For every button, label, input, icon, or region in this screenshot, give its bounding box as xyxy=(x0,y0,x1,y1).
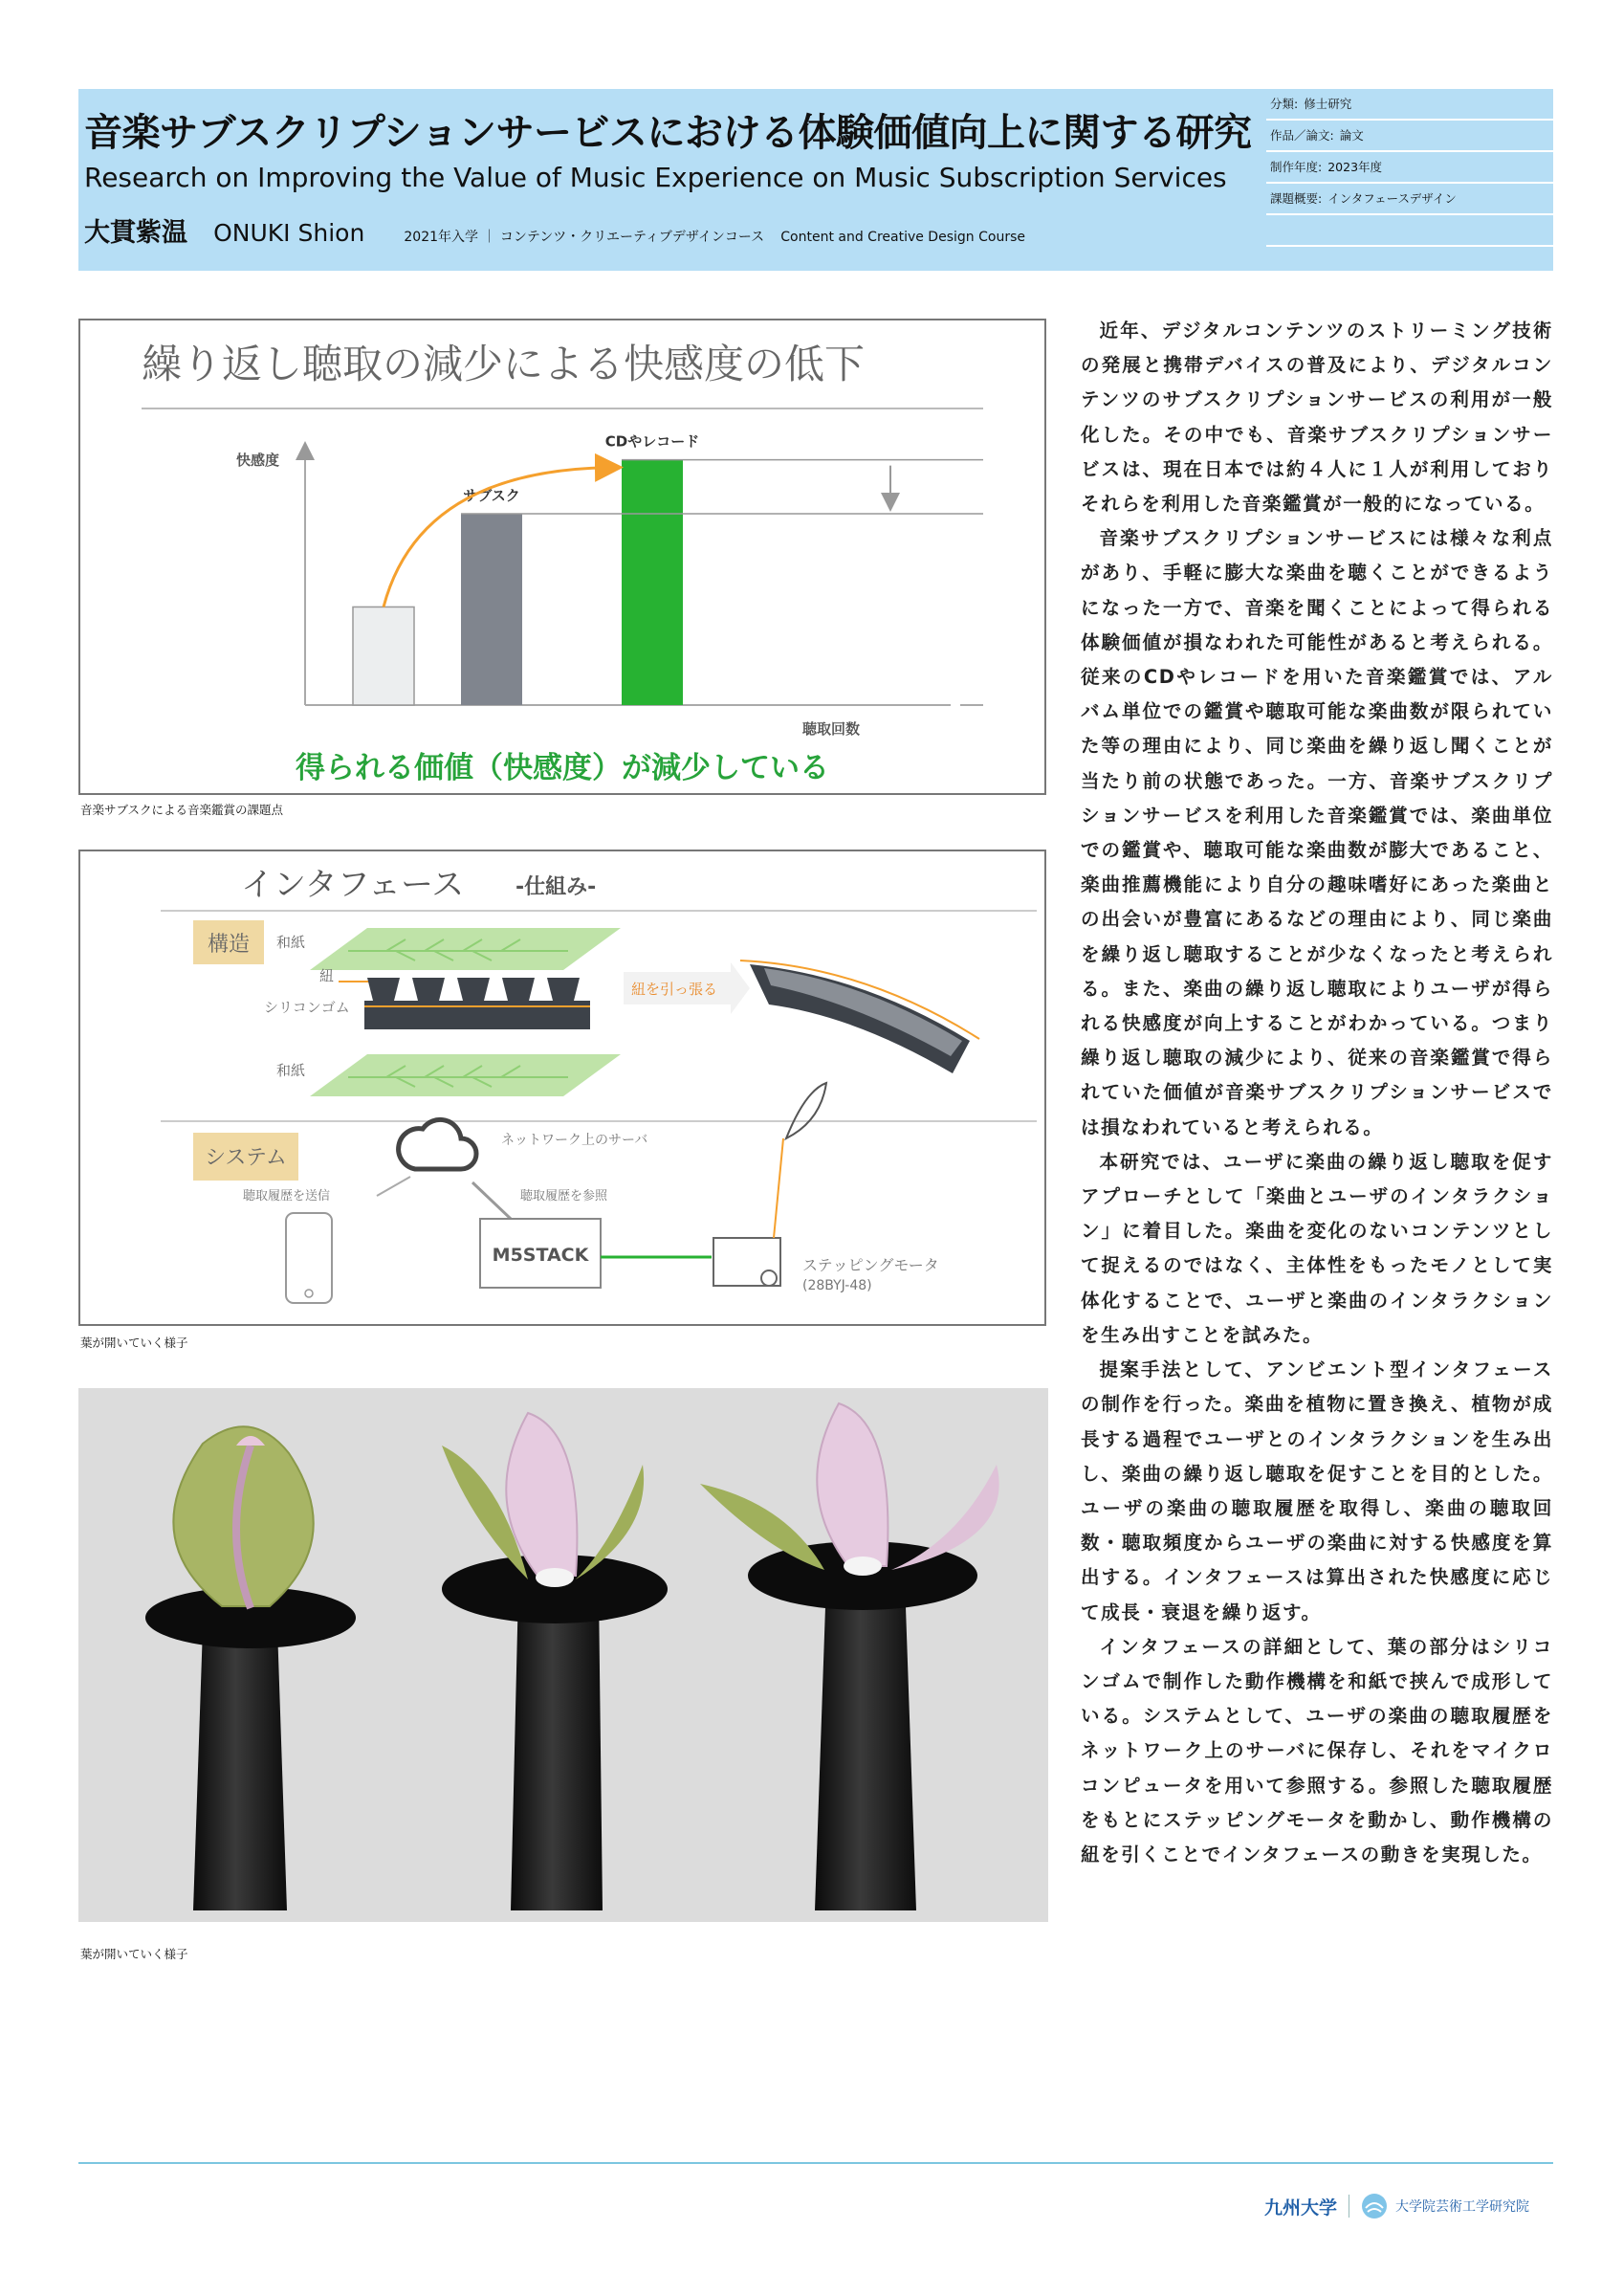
send-history-label: 聴取履歴を送信 xyxy=(243,1189,331,1203)
figure-diagram-box xyxy=(78,850,1046,1326)
meta-label: 制作年度: xyxy=(1270,160,1323,174)
title-japanese: 音楽サブスクリプションサービスにおける体験価値向上に関する研究 xyxy=(84,111,1252,155)
chart-bar-label: CDやレコード xyxy=(604,432,700,451)
motor-icon xyxy=(713,1238,780,1286)
motor-model: (28BYJ-48) xyxy=(802,1278,872,1293)
silicone-teeth xyxy=(367,978,580,1001)
enrollment-year: 2021年入学 ｜ xyxy=(404,230,500,245)
meta-row-summary xyxy=(1266,184,1553,215)
chart-bar xyxy=(461,514,522,705)
leaf-icon xyxy=(786,1083,826,1138)
body-paragraph: 提案手法として、アンビエント型インタフェースの制作を行った。楽曲を植物に置き換え、植物が成長する過程でユーザとのインタラクションを生み出し、楽曲の繰り返し聴取を促すことを目的とした。ユーザの楽曲の聴取履歴を取得し、楽曲の聴取回数・聴取頻度からユーザの楽曲に対する快感度を算出する。インタフェースは算出された快感度に応じて成長・衰退を繰り返す。 xyxy=(1081,1358,1553,1623)
interface-diagram xyxy=(80,851,1044,1324)
school-name: 大学院芸術工学研究院 xyxy=(1395,2199,1530,2215)
m5stack-label: M5STACK xyxy=(492,1245,589,1266)
title-english: Research on Improving the Value of Music Experience on Music Subscription Services xyxy=(84,162,1227,193)
author-row xyxy=(84,211,1025,249)
meta-label: 分類: xyxy=(1270,97,1299,111)
diagram-title: インタフェース xyxy=(241,866,465,904)
motor-string xyxy=(774,1138,783,1238)
chart-bar xyxy=(622,460,683,705)
prototype-opening xyxy=(442,1413,668,1910)
meta-table xyxy=(1266,89,1553,271)
motor-label: ステッピングモータ xyxy=(802,1256,939,1274)
y-axis-label: 快感度 xyxy=(236,452,280,469)
course-name-jp: コンテンツ・クリエーティブデザインコース xyxy=(499,230,765,245)
pull-arrow-head xyxy=(731,962,750,1014)
string-label: 紐 xyxy=(319,967,335,984)
meta-row-blank xyxy=(1266,215,1553,247)
meta-value: 修士研究 xyxy=(1304,97,1352,111)
prototype-open xyxy=(700,1403,999,1910)
chart-footer: 得られる価値（快感度）が減少している xyxy=(296,751,829,785)
structure-label: 構造 xyxy=(207,933,251,957)
chart-bar-label: サブスク xyxy=(463,487,520,505)
meta-label: 課題概要: xyxy=(1270,191,1323,206)
body-text xyxy=(1081,314,1553,1872)
refer-history-label: 聴取履歴を参照 xyxy=(520,1189,608,1203)
pull-label: 紐を引っ張る xyxy=(631,981,718,998)
figure-chart-box xyxy=(78,319,1046,795)
send-arrow xyxy=(377,1177,410,1196)
body-paragraph: 本研究では、ユーザに楽曲の繰り返し聴取を促すアプローチとして「楽曲とユーザのインタラクション」に着目した。楽曲を変化のないコンテンツとして捉えるのではなく、主体性をもったモノとして実体化することで、ユーザと楽曲のインタラクションを生み出すことを試みた。 xyxy=(1081,1150,1553,1346)
server-label: ネットワーク上のサーバ xyxy=(501,1133,648,1148)
prototype-photo xyxy=(78,1388,1048,1922)
x-axis-label: 聴取回数 xyxy=(802,720,861,738)
silicone-label: シリコンゴム xyxy=(264,999,350,1016)
bar-group xyxy=(353,433,983,705)
school-logo-icon xyxy=(1361,2193,1388,2219)
phone-home-button xyxy=(305,1290,313,1297)
course-name-en: Content and Creative Design Course xyxy=(780,230,1025,245)
pleasure-chart xyxy=(80,320,1044,793)
figure2-caption: 葉が開いていく様子 xyxy=(80,1336,188,1350)
meta-row-year xyxy=(1266,152,1553,184)
prototype-closed xyxy=(145,1426,356,1910)
university-name: 九州大学 xyxy=(1264,2197,1338,2219)
refer-arrow xyxy=(472,1182,511,1219)
chart-title: 繰り返し聴取の減少による快感度の低下 xyxy=(142,341,866,387)
figure1-caption: 音楽サブスクによる音楽鑑賞の課題点 xyxy=(80,803,284,817)
author-name-en: ONUKI Shion xyxy=(213,219,365,247)
figure3-caption: 葉が開いていく様子 xyxy=(80,1947,188,1961)
author-name-jp: 大貫紫温 xyxy=(84,218,187,248)
cloud-icon xyxy=(399,1119,476,1169)
meta-row-category xyxy=(1266,89,1553,121)
meta-label: 作品／論文: xyxy=(1270,128,1334,143)
system-label: システム xyxy=(205,1146,287,1170)
meta-value: 2023年度 xyxy=(1327,160,1383,174)
body-paragraph: 近年、デジタルコンテンツのストリーミング技術の発展と携帯デバイスの普及により、デジタルコンテンツのサブスクリプションサービスの利用が一般化した。その中でも、音楽サブスクリプションサービスは、現在日本では約４人に１人が利用しておりそれらを利用した音楽鑑賞が一般的になっている。 xyxy=(1081,320,1553,516)
footer-logos xyxy=(1264,2193,1529,2219)
footer-rule xyxy=(78,2162,1553,2164)
body-paragraph: インタフェースの詳細として、葉の部分はシリコンゴムで制作した動作機構を和紙で挟んで成形している。システムとして、ユーザの楽曲の聴取履歴をネットワーク上のサーバに保存し、それをマイクロコンピュータを用いて参照する。参照した聴取履歴をもとにステッピングモータを動かし、動作機構の紐を引くことでインタフェースの動きを実現した。 xyxy=(1081,1635,1553,1866)
meta-row-type xyxy=(1266,121,1553,152)
washi-top-label: 和紙 xyxy=(276,934,306,951)
chart-bar xyxy=(353,607,414,705)
meta-value: 論文 xyxy=(1339,128,1364,143)
diagram-subtitle: -仕組み- xyxy=(515,875,597,899)
header-banner xyxy=(78,89,1553,271)
washi-bottom-label: 和紙 xyxy=(276,1062,306,1079)
body-paragraph: 音楽サブスクリプションサービスには様々な利点があり、手軽に膨大な楽曲を聴くことができるようになった一方で、音楽を聞くことによって得られる体験価値が損なわれた可能性があると考えられる。従来のCDやレコードを用いた音楽鑑賞では、アルバム単位での鑑賞や聴取可能な楽曲数が限られていた等の理由により、同じ楽曲を繰り返し聞くことが当たり前の状態であった。一方、音楽サブスクリプションサービスを利用した音楽鑑賞では、楽曲単位での鑑賞や、聴取可能な楽曲数が膨大であること、楽曲推薦機能により自分の趣味嗜好にあった楽曲との出会いが豊富にあるなどの理由により、同じ楽曲を繰り返し聴取することが少なくなったと考えられる。また、楽曲の繰り返し聴取によりユーザが得られる快感度が向上することがわかっている。つまり繰り返し聴取の減少により、従来の音楽鑑賞で得られていた価値が音楽サブスクリプションサービスでは損なわれていると考えられる。 xyxy=(1081,527,1553,1138)
prototype-illustration xyxy=(78,1388,1048,1922)
meta-value: インタフェースデザイン xyxy=(1327,191,1457,206)
silicone-base xyxy=(364,1001,590,1029)
